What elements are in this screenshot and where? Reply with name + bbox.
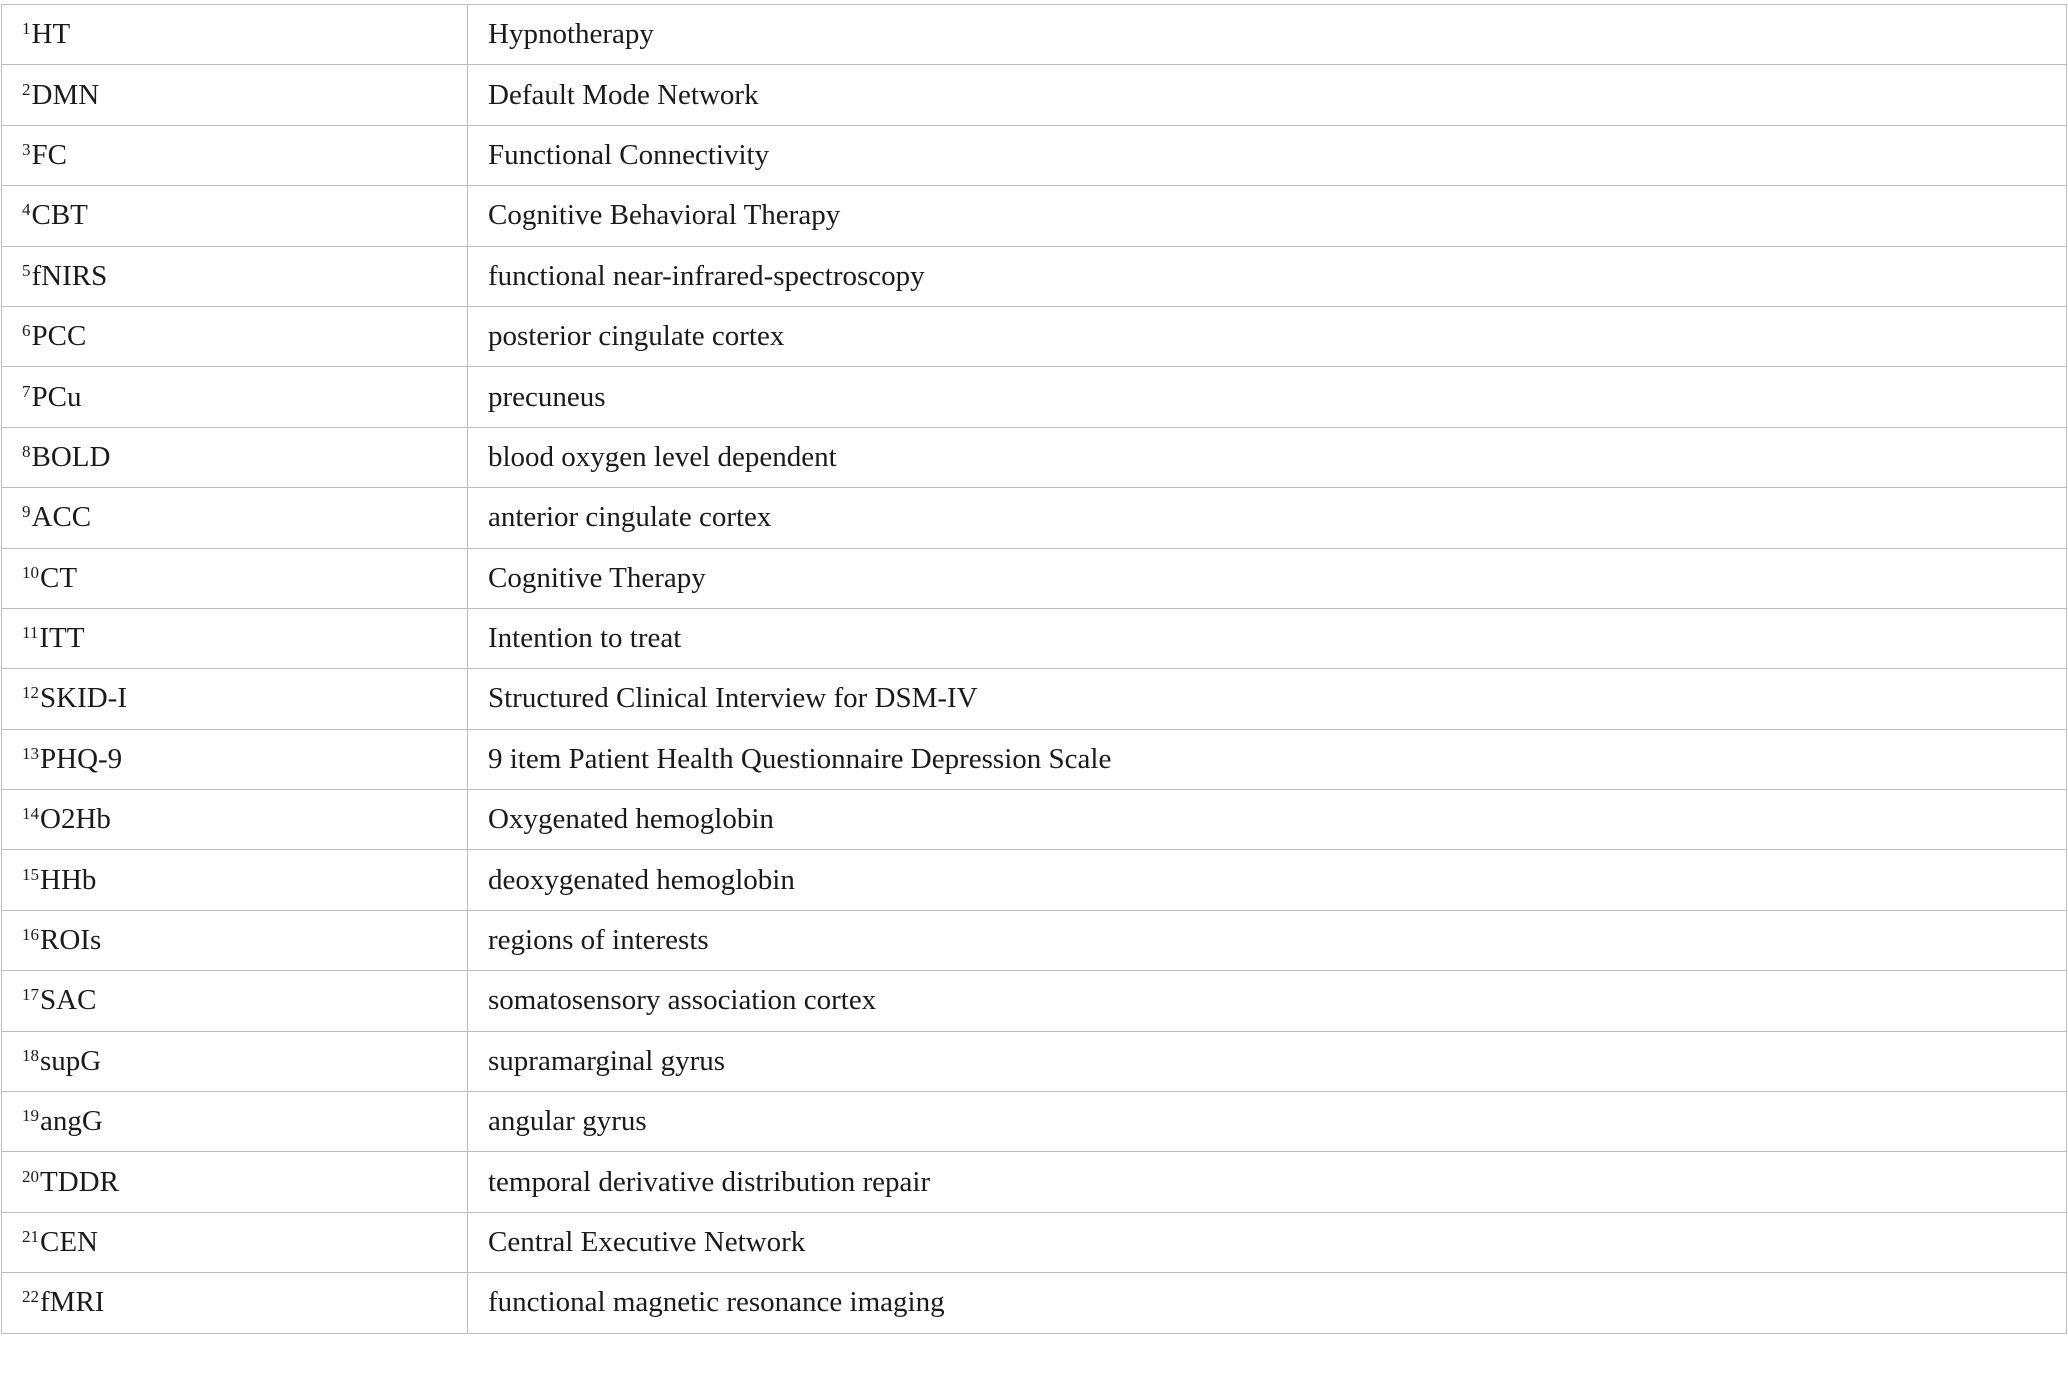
table-row	[2, 608, 2067, 668]
abbreviation-text: DMN	[31, 78, 100, 111]
abbreviation-cell	[2, 729, 468, 789]
abbreviation-cell	[2, 608, 468, 668]
definition-cell: posterior cingulate cortex	[468, 306, 2067, 366]
table-row	[2, 910, 2067, 970]
table-row	[2, 488, 2067, 548]
table-row	[2, 367, 2067, 427]
abbreviation-cell	[2, 367, 468, 427]
abbreviation-text: HT	[31, 18, 71, 51]
footnote-number: 1	[22, 19, 31, 39]
table-row	[2, 850, 2067, 910]
definition-cell: somatosensory association cortex	[468, 971, 2067, 1031]
definition-cell: Cognitive Behavioral Therapy	[468, 186, 2067, 246]
abbreviation-cell	[2, 971, 468, 1031]
abbreviation-cell	[2, 488, 468, 548]
abbreviation-cell	[2, 5, 468, 65]
definition-cell: Hypnotherapy	[468, 5, 2067, 65]
footnote-number: 2	[22, 79, 31, 99]
table-row	[2, 1152, 2067, 1212]
definition-cell: anterior cingulate cortex	[468, 488, 2067, 548]
abbreviation-text: O2Hb	[40, 803, 111, 836]
abbreviation-text: PCC	[31, 320, 87, 353]
definition-cell: functional magnetic resonance imaging	[468, 1273, 2067, 1333]
abbreviation-cell	[2, 548, 468, 608]
abbreviation-text: HHb	[40, 863, 97, 896]
footnote-number: 15	[22, 864, 39, 884]
table-row	[2, 5, 2067, 65]
table-row	[2, 186, 2067, 246]
definition-cell: Structured Clinical Interview for DSM-IV	[468, 669, 2067, 729]
footnote-number: 19	[22, 1106, 39, 1126]
abbreviation-cell	[2, 850, 468, 910]
abbreviation-text: fNIRS	[31, 259, 108, 292]
abbreviation-cell	[2, 65, 468, 125]
footnote-number: 4	[22, 200, 31, 220]
footnote-number: 20	[22, 1166, 39, 1186]
table-row	[2, 790, 2067, 850]
abbreviations-table	[1, 4, 2067, 1334]
footnote-number: 11	[22, 623, 39, 643]
abbreviation-cell	[2, 1212, 468, 1272]
abbreviation-cell	[2, 1031, 468, 1091]
table-row	[2, 1273, 2067, 1333]
footnote-number: 10	[22, 562, 39, 582]
abbreviation-cell	[2, 669, 468, 729]
definition-cell: Intention to treat	[468, 608, 2067, 668]
abbreviation-text: ACC	[31, 501, 92, 534]
footnote-number: 8	[22, 441, 31, 461]
definition-cell: Cognitive Therapy	[468, 548, 2067, 608]
definition-cell: functional near-infrared-spectroscopy	[468, 246, 2067, 306]
abbreviation-cell	[2, 1152, 468, 1212]
abbreviation-text: TDDR	[40, 1165, 119, 1198]
footnote-number: 17	[22, 985, 39, 1005]
definition-cell: precuneus	[468, 367, 2067, 427]
abbreviation-text: PCu	[31, 380, 82, 413]
abbreviation-text: CT	[40, 561, 78, 594]
abbreviation-text: angG	[40, 1105, 103, 1138]
abbreviation-text: CBT	[31, 199, 88, 232]
abbreviation-cell	[2, 125, 468, 185]
abbreviation-text: PHQ-9	[40, 742, 123, 775]
abbreviation-text: SKID-I	[40, 682, 127, 715]
abbreviation-text: supG	[40, 1044, 102, 1077]
abbreviation-cell	[2, 427, 468, 487]
table-row	[2, 971, 2067, 1031]
table-row	[2, 1031, 2067, 1091]
footnote-number: 7	[22, 381, 31, 401]
table-row	[2, 1092, 2067, 1152]
table-row	[2, 427, 2067, 487]
definition-cell: temporal derivative distribution repair	[468, 1152, 2067, 1212]
abbreviation-cell	[2, 1092, 468, 1152]
definition-cell: Central Executive Network	[468, 1212, 2067, 1272]
abbreviation-text: ITT	[39, 622, 85, 655]
abbreviation-text: FC	[31, 138, 67, 171]
footnote-number: 5	[22, 260, 31, 280]
table-row	[2, 669, 2067, 729]
definition-cell: supramarginal gyrus	[468, 1031, 2067, 1091]
abbreviation-text: SAC	[40, 984, 97, 1017]
footnote-number: 16	[22, 925, 39, 945]
abbreviation-cell	[2, 186, 468, 246]
footnote-number: 3	[22, 139, 31, 159]
table-row	[2, 125, 2067, 185]
footnote-number: 12	[22, 683, 39, 703]
abbreviation-cell	[2, 790, 468, 850]
abbreviation-text: CEN	[40, 1226, 98, 1258]
table-row	[2, 306, 2067, 366]
table-row	[2, 1212, 2067, 1272]
definition-cell: blood oxygen level dependent	[468, 427, 2067, 487]
footnote-number: 14	[22, 804, 39, 824]
abbreviation-cell	[2, 306, 468, 366]
table-row	[2, 548, 2067, 608]
abbreviation-cell	[2, 910, 468, 970]
abbreviation-text: BOLD	[31, 440, 111, 473]
table-row	[2, 246, 2067, 306]
table-row	[2, 729, 2067, 789]
definition-cell: Default Mode Network	[468, 65, 2067, 125]
footnote-number: 18	[22, 1045, 39, 1065]
definition-cell: regions of interests	[468, 910, 2067, 970]
definition-cell: Functional Connectivity	[468, 125, 2067, 185]
abbreviation-cell	[2, 246, 468, 306]
abbreviation-cell	[2, 1273, 468, 1333]
footnote-number: 6	[22, 321, 31, 341]
abbreviation-text: ROIs	[40, 924, 102, 957]
definition-cell: 9 item Patient Health Questionnaire Depression Scale	[468, 729, 2067, 789]
definition-cell: deoxygenated hemoglobin	[468, 850, 2067, 910]
footnote-number: 9	[22, 502, 31, 522]
definition-cell: Oxygenated hemoglobin	[468, 790, 2067, 850]
table-row	[2, 65, 2067, 125]
abbreviation-text: fMRI	[40, 1286, 105, 1319]
footnote-number: 21	[22, 1227, 39, 1246]
definition-cell: angular gyrus	[468, 1092, 2067, 1152]
footnote-number: 13	[22, 743, 39, 763]
footnote-number: 22	[22, 1287, 39, 1307]
abbreviations-table-body	[2, 5, 2067, 1334]
